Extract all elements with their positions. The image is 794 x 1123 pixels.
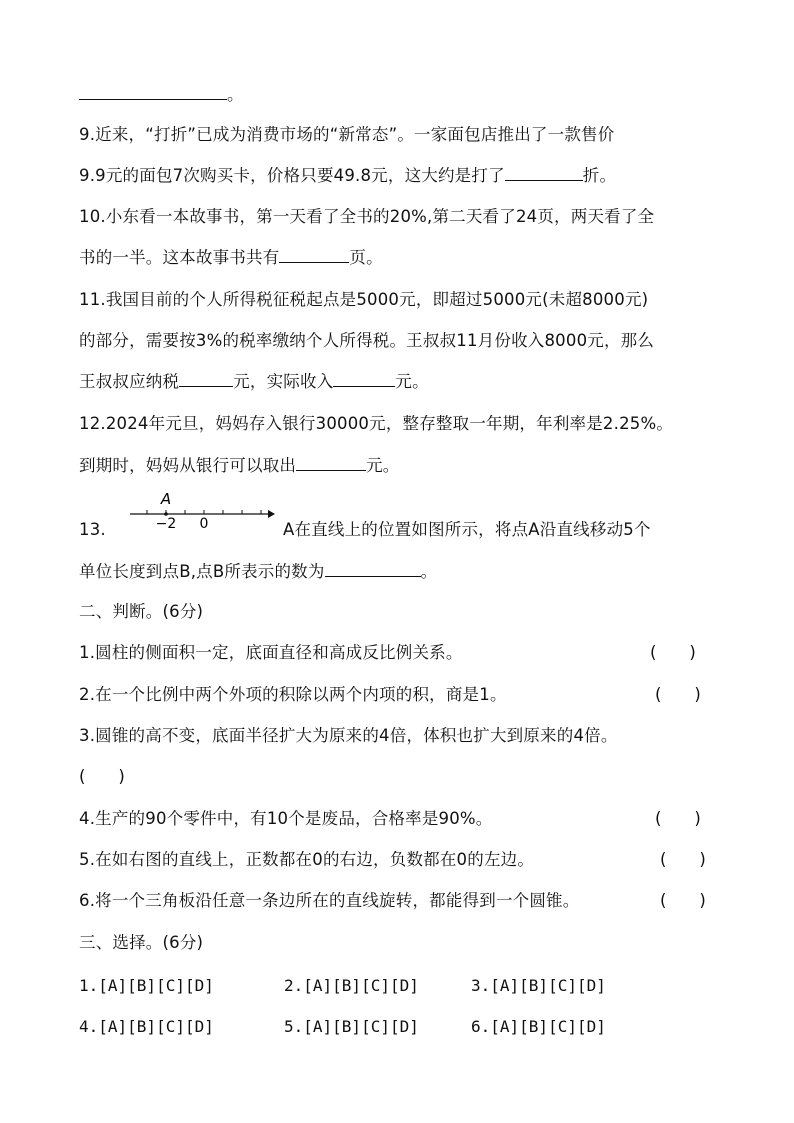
q11-income-blank[interactable] [333, 371, 395, 387]
number-line-ticks [147, 510, 261, 516]
q13-line2: 单位长度到点B,点B所表示的数为 。 [79, 562, 438, 581]
q13-number: 13. [79, 520, 106, 539]
choice-card-1[interactable]: 1.[A][B][C][D] [79, 976, 214, 995]
q10-answer-blank[interactable] [279, 247, 349, 263]
q11-line2: 的部分，需要按3%的税率缴纳个人所得税。王叔叔11月份收入8000元，那么 [79, 331, 655, 350]
section3-heading: 三、选择。(6分) [79, 933, 204, 952]
q13-line1: A在直线上的位置如图所示，将点A沿直线移动5个 [283, 520, 651, 539]
q10-line2: 书的一半。这本故事书共有 页。 [79, 248, 383, 267]
judge-paren-4[interactable]: ( ) [655, 809, 701, 828]
tick-label-minus2: −2 [155, 516, 177, 532]
q12-line2: 到期时，妈妈从银行可以取出 元。 [79, 456, 400, 475]
judge-paren-6[interactable]: ( ) [660, 891, 706, 910]
choice-card-2[interactable]: 2.[A][B][C][D] [284, 976, 419, 995]
q8-tail: 。 [79, 84, 244, 106]
judge-paren-5[interactable]: ( ) [660, 850, 706, 869]
q12-answer-blank[interactable] [296, 455, 366, 471]
judge-item-4: 4.生产的90个零件中，有10个是废品，合格率是90%。 [79, 809, 493, 828]
judge-item-3: 3.圆锥的高不变，底面半径扩大为原来的4倍，体积也扩大到原来的4倍。 [79, 726, 618, 745]
q11-line1: 11.我国目前的个人所得税征税起点是5000元，即超过5000元(未超8000元) [79, 290, 649, 309]
q13-answer-blank[interactable] [325, 561, 421, 577]
q9-line2: 9.9元的面包7次购买卡，价格只要49.8元，这大约是打了 折。 [79, 166, 617, 185]
judge-item-6: 6.将一个三角板沿任意一条边所在的直线旋转，都能得到一个圆锥。 [79, 891, 580, 910]
choice-card-6[interactable]: 6.[A][B][C][D] [471, 1017, 606, 1036]
number-line-figure [128, 490, 276, 532]
section2-heading: 二、判断。(6分) [79, 602, 204, 621]
tick-label-zero: 0 [199, 516, 209, 532]
judge-paren-2[interactable]: ( ) [655, 685, 701, 704]
q9-line1: 9.近来，“打折”已成为消费市场的“新常态”。一家面包店推出了一款售价 [79, 125, 615, 144]
judge-item-5: 5.在如右图的直线上，正数都在0的右边，负数都在0的左边。 [79, 850, 535, 869]
q11-tax-blank[interactable] [179, 371, 233, 387]
q10-line1: 10.小东看一本故事书，第一天看了全书的20%,第二天看了24页，两天看了全 [79, 207, 655, 226]
point-a-label: A [160, 490, 172, 508]
judge-paren-1[interactable]: ( ) [650, 643, 696, 662]
q12-line1: 12.2024年元旦，妈妈存入银行30000元，整存整取一年期，年利率是2.25%。 [79, 414, 674, 433]
q8-answer-blank[interactable] [79, 84, 227, 100]
judge-paren-3[interactable]: ( ) [79, 767, 125, 786]
judge-item-2: 2.在一个比例中两个外项的积除以两个内项的积，商是1。 [79, 685, 507, 704]
choice-card-5[interactable]: 5.[A][B][C][D] [284, 1017, 419, 1036]
number-line-arrow [268, 510, 275, 518]
choice-card-4[interactable]: 4.[A][B][C][D] [79, 1017, 214, 1036]
q11-line3: 王叔叔应纳税 元，实际收入 元。 [79, 372, 429, 391]
judge-item-1: 1.圆柱的侧面积一定，底面直径和高成反比例关系。 [79, 643, 463, 662]
choice-card-3[interactable]: 3.[A][B][C][D] [471, 976, 606, 995]
q9-answer-blank[interactable] [505, 165, 583, 181]
